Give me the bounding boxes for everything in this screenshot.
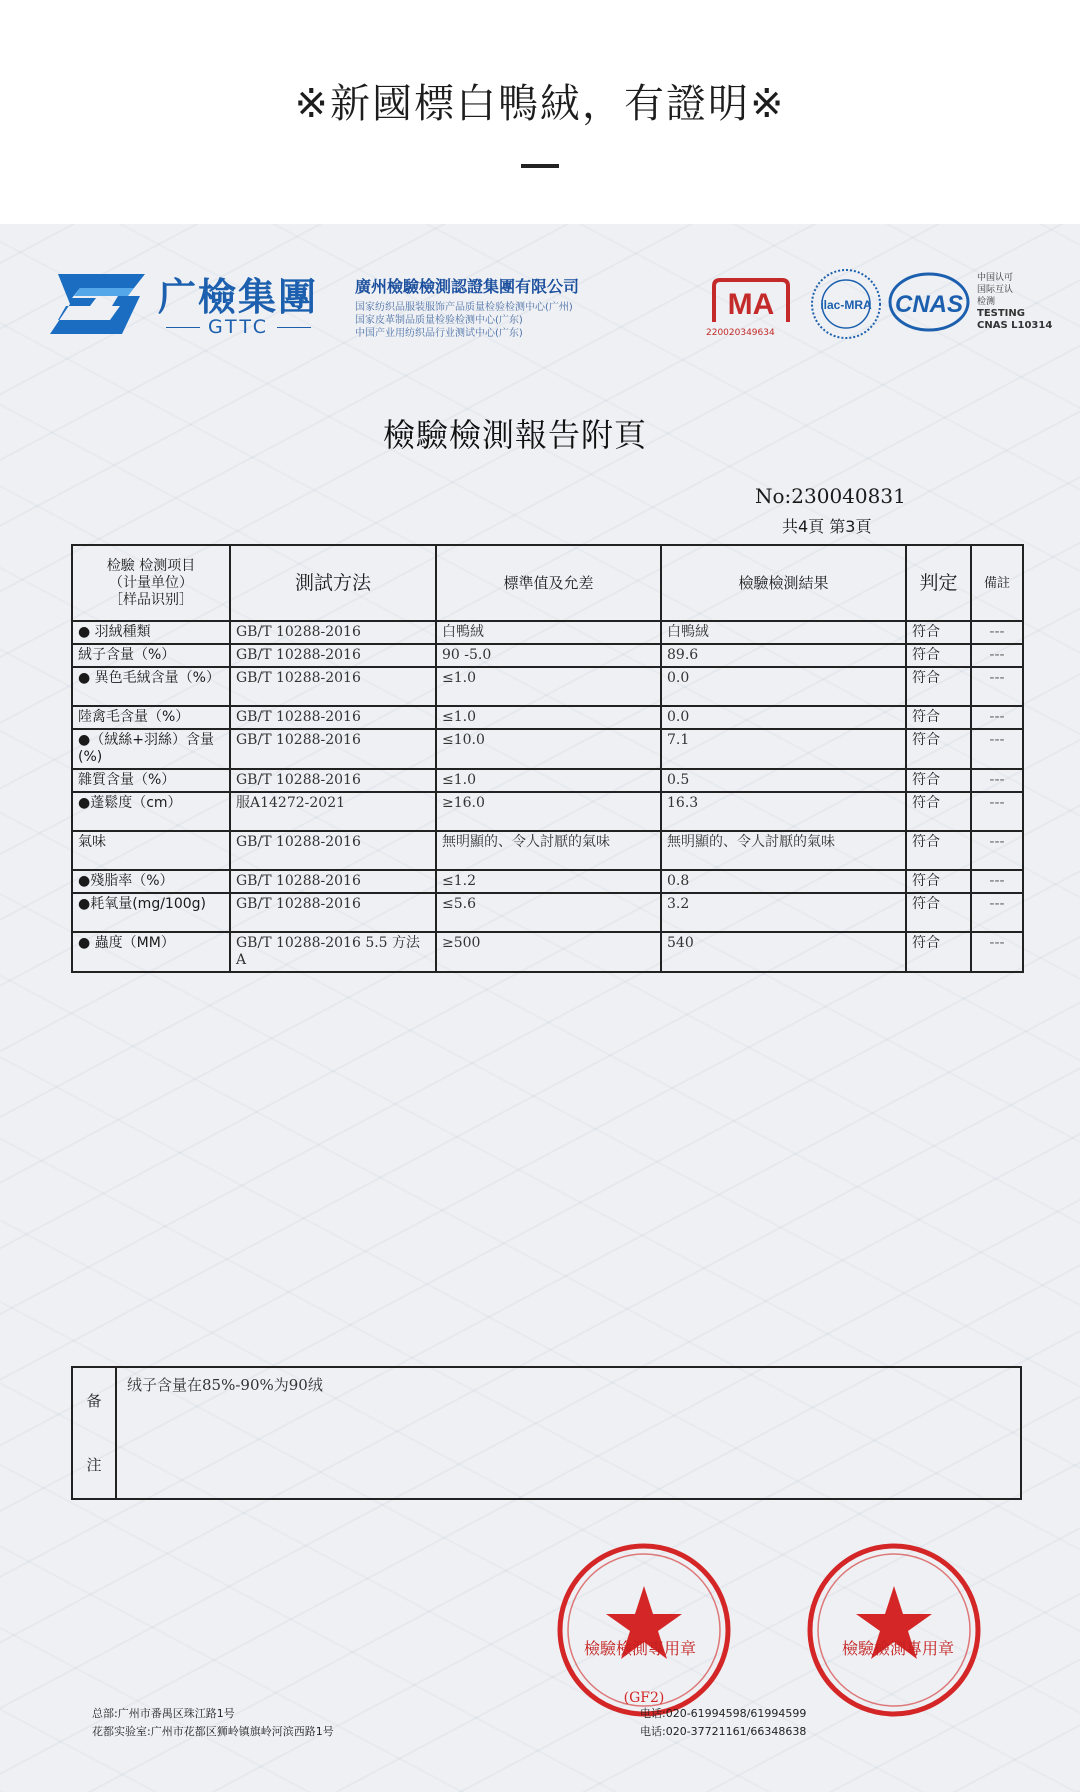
- cell-item: ●殘脂率（%）: [72, 870, 230, 893]
- cnas-icon: [888, 272, 970, 332]
- cell-item: ● 羽絨種類: [72, 621, 230, 644]
- report-sheet: [0, 224, 1080, 1792]
- cell-method: GB/T 10288-2016: [230, 667, 436, 706]
- table-row: [72, 769, 1023, 792]
- cell-remark: ---: [971, 644, 1023, 667]
- branch-address: 花都实验室:广州市花都区狮岭镇旗岭河滨西路1号: [92, 1725, 334, 1738]
- cell-item: 陸禽毛含量（%）: [72, 706, 230, 729]
- footer-addresses: [92, 1705, 334, 1741]
- cell-standard: ≤5.6: [436, 893, 661, 932]
- cell-item: 絨子含量（%）: [72, 644, 230, 667]
- cell-remark: ---: [971, 893, 1023, 932]
- cell-judge: 符合: [906, 667, 971, 706]
- table-row: [72, 870, 1023, 893]
- cell-judge: 符合: [906, 831, 971, 870]
- cell-standard: ≤1.0: [436, 706, 661, 729]
- cell-result: 89.6: [661, 644, 906, 667]
- footer-phones: [640, 1705, 806, 1741]
- cell-result: 16.3: [661, 792, 906, 831]
- cma-number: 220020349634: [706, 328, 775, 338]
- col-header-method: 測試方法: [230, 545, 436, 621]
- inspection-seal-right-icon: [806, 1542, 982, 1718]
- cell-item: 氣味: [72, 831, 230, 870]
- cell-result: 0.0: [661, 667, 906, 706]
- cell-item: ●蓬鬆度（cm）: [72, 792, 230, 831]
- cell-item: ●（絨絲+羽絲）含量(%): [72, 729, 230, 769]
- cell-standard: ≤1.0: [436, 667, 661, 706]
- cell-remark: ---: [971, 621, 1023, 644]
- org-name: 廣州檢驗檢測認證集團有限公司: [355, 277, 580, 296]
- org-line: 中国产业用纺织品行业测试中心(广东): [355, 328, 523, 339]
- hq-phone: 电话:020-61994598/61994599: [640, 1707, 807, 1720]
- ilac-mra-icon: [810, 268, 882, 340]
- banner: [0, 0, 1080, 224]
- cell-method: GB/T 10288-2016: [230, 621, 436, 644]
- logo-subtitle: GTTC: [158, 316, 319, 338]
- cell-standard: 無明顯的、令人討厭的氣味: [436, 831, 661, 870]
- inspection-seal-left-icon: [556, 1542, 732, 1718]
- cell-method: GB/T 10288-2016: [230, 706, 436, 729]
- cell-standard: ≤10.0: [436, 729, 661, 769]
- cell-item: ● 蟲度（MM）: [72, 932, 230, 972]
- table-row: [72, 621, 1023, 644]
- table-row: [72, 893, 1023, 932]
- cell-remark: ---: [971, 729, 1023, 769]
- cell-result: 0.5: [661, 769, 906, 792]
- cell-standard: ≥16.0: [436, 792, 661, 831]
- cell-judge: 符合: [906, 769, 971, 792]
- col-header-item: 检驗 检测项目 （计量单位） ［样品识别］: [72, 545, 230, 621]
- cell-standard: ≤1.2: [436, 870, 661, 893]
- inspection-table: [71, 544, 1024, 973]
- cell-standard: 90 -5.0: [436, 644, 661, 667]
- cell-method: 服A14272-2021: [230, 792, 436, 831]
- cell-method: GB/T 10288-2016 5.5 方法A: [230, 932, 436, 972]
- cell-judge: 符合: [906, 932, 971, 972]
- cell-remark: ---: [971, 667, 1023, 706]
- cell-item: ●耗氧量(mg/100g): [72, 893, 230, 932]
- cell-judge: 符合: [906, 870, 971, 893]
- cell-method: GB/T 10288-2016: [230, 831, 436, 870]
- cell-result: 無明顯的、令人討厭的氣味: [661, 831, 906, 870]
- cell-result: 0.8: [661, 870, 906, 893]
- cell-standard: ≥500: [436, 932, 661, 972]
- cell-judge: 符合: [906, 729, 971, 769]
- cell-judge: 符合: [906, 706, 971, 729]
- cell-judge: 符合: [906, 893, 971, 932]
- cell-result: 3.2: [661, 893, 906, 932]
- table-row: [72, 644, 1023, 667]
- cell-result: 0.0: [661, 706, 906, 729]
- svg-text:CNAS: CNAS: [894, 291, 964, 318]
- cell-judge: 符合: [906, 792, 971, 831]
- cell-standard: ≤1.0: [436, 769, 661, 792]
- table-row: [72, 729, 1023, 769]
- cell-remark: ---: [971, 870, 1023, 893]
- cell-standard: 白鴨絨: [436, 621, 661, 644]
- table-row: [72, 792, 1023, 831]
- seal-left-label: 檢驗檢測專用章: [584, 1639, 697, 1658]
- org-line: 国家纺织品服装服饰产品质量检验检测中心(广州): [355, 302, 573, 313]
- cell-method: GB/T 10288-2016: [230, 870, 436, 893]
- notes-box: [71, 1366, 1022, 1500]
- cell-remark: ---: [971, 831, 1023, 870]
- cell-method: GB/T 10288-2016: [230, 893, 436, 932]
- table-row: [72, 706, 1023, 729]
- cma-mark-icon: [710, 276, 792, 326]
- branch-phone: 电话:020-37721161/66348638: [640, 1725, 807, 1738]
- report-title: 檢驗檢測報告附頁: [382, 416, 647, 454]
- svg-text:MA: MA: [727, 288, 775, 321]
- col-header-judge: 判定: [906, 545, 971, 621]
- cell-result: 540: [661, 932, 906, 972]
- notes-label: 备 注: [72, 1367, 116, 1499]
- banner-divider: [521, 164, 559, 168]
- report-number: No:230040831: [755, 484, 906, 508]
- report-page-info: 共4頁 第3頁: [782, 517, 872, 536]
- notes-text: 绒子含量在85%-90%为90绒: [116, 1367, 1021, 1499]
- col-header-remark: 備註: [971, 545, 1023, 621]
- col-header-standard: 標準值及允差: [436, 545, 661, 621]
- banner-title: ※新國標白鴨絨，有證明※: [294, 81, 786, 127]
- cell-judge: 符合: [906, 644, 971, 667]
- cell-result: 白鴨絨: [661, 621, 906, 644]
- gttc-logo-icon: [50, 274, 145, 334]
- table-row: [72, 932, 1023, 972]
- cell-method: GB/T 10288-2016: [230, 644, 436, 667]
- seal-right-label: 檢驗檢測專用章: [842, 1639, 955, 1658]
- cert-text: 中国认可 国际互认 检测 TESTING CNAS L10314: [977, 273, 1053, 331]
- table-header-row: [72, 545, 1023, 621]
- org-line: 国家皮革制品质量检验检测中心(广东): [355, 315, 523, 326]
- cell-method: GB/T 10288-2016: [230, 729, 436, 769]
- logo-name: 广檢集團: [158, 275, 319, 319]
- table-row: [72, 831, 1023, 870]
- cell-item: ● 異色毛絨含量（%）: [72, 667, 230, 706]
- cell-remark: ---: [971, 932, 1023, 972]
- hq-address: 总部:广州市番禺区珠江路1号: [92, 1707, 235, 1720]
- svg-text:ilac-MRA: ilac-MRA: [820, 298, 872, 312]
- cell-result: 7.1: [661, 729, 906, 769]
- col-header-result: 檢驗檢測結果: [661, 545, 906, 621]
- cell-judge: 符合: [906, 621, 971, 644]
- cell-remark: ---: [971, 769, 1023, 792]
- cell-remark: ---: [971, 706, 1023, 729]
- cell-method: GB/T 10288-2016: [230, 769, 436, 792]
- table-body: [72, 621, 1023, 972]
- cell-item: 雜質含量（%）: [72, 769, 230, 792]
- svg-text:(GF2): (GF2): [623, 1690, 665, 1706]
- cell-remark: ---: [971, 792, 1023, 831]
- table-row: [72, 667, 1023, 706]
